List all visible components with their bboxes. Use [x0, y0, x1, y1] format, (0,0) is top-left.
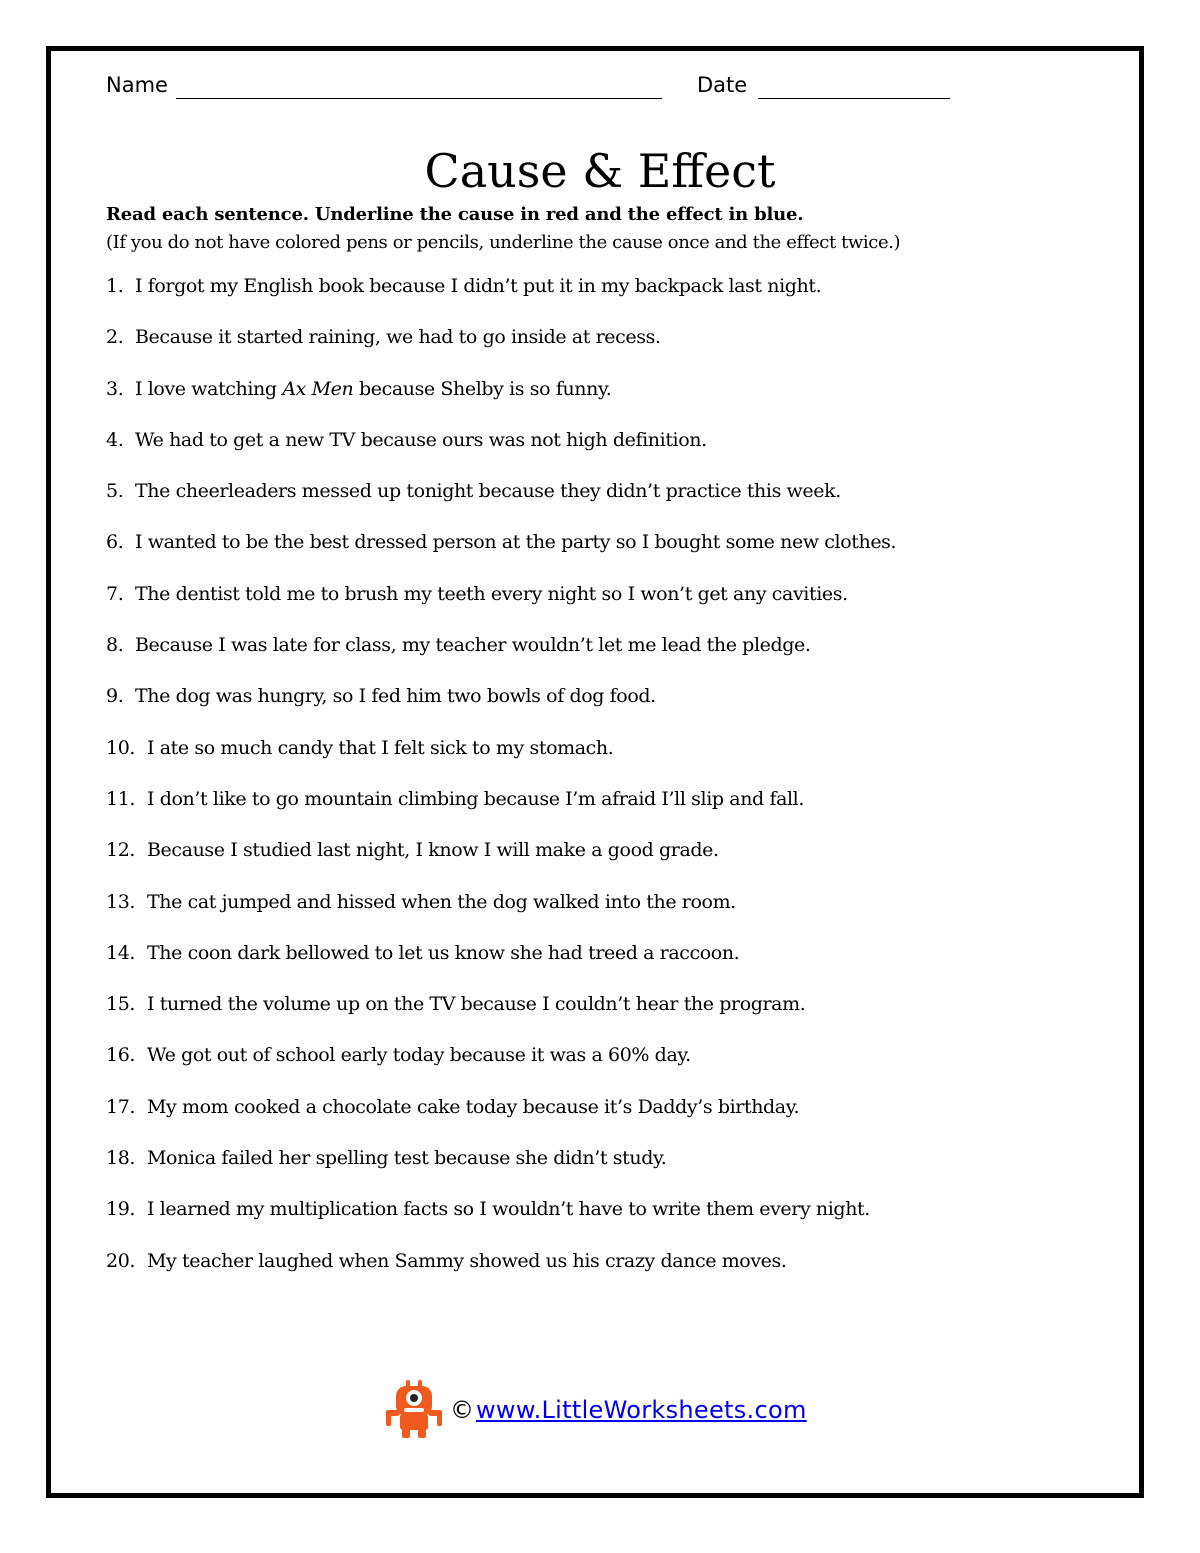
show-title: Ax Men	[282, 377, 354, 400]
sentence-number: 11.	[106, 787, 136, 810]
sentence-text: I turned the volume up on the TV because I couldn’t hear the program.	[147, 993, 806, 1016]
sentence-item	[106, 476, 1106, 527]
sentence-number: 2.	[106, 326, 124, 349]
page-title: Cause & Effect	[424, 144, 776, 198]
sentence-number: 14.	[106, 941, 136, 964]
sentence-text: We got out of school early today because it was a 60% day.	[147, 1044, 691, 1067]
sentence-number: 7.	[106, 582, 124, 605]
sentence-text: The dentist told me to brush my teeth every night so I won’t get any cavities.	[135, 582, 848, 605]
sentence-item	[106, 835, 1106, 886]
sentence-item	[106, 938, 1106, 989]
instructions	[106, 201, 1106, 257]
name-label: Name	[106, 73, 168, 97]
sentence-text: Because I studied last night, I know I will make a good grade.	[147, 839, 719, 862]
sentence-text: Because I was late for class, my teacher wouldn’t let me lead the pledge.	[135, 634, 811, 657]
sentence-text: The cheerleaders messed up tonight because they didn’t practice this week.	[135, 480, 841, 503]
sentence-number: 17.	[106, 1095, 136, 1118]
instructions-line-2: (If you do not have colored pens or pencils, underline the cause once and the effect twice.)	[106, 232, 901, 253]
sentence-item	[106, 681, 1106, 732]
sentence-number: 3.	[106, 377, 124, 400]
sentence-item	[106, 374, 1106, 425]
sentence-item	[106, 1143, 1106, 1194]
sentence-item	[106, 579, 1106, 630]
sentence-number: 18.	[106, 1147, 136, 1170]
sentence-item	[106, 271, 1106, 322]
sentence-item	[106, 1194, 1106, 1245]
sentence-item	[106, 527, 1106, 578]
sentence-text-post: because Shelby is so funny.	[353, 377, 612, 400]
sentence-text: The coon dark bellowed to let us know she had treed a raccoon.	[147, 941, 740, 964]
sentence-text: I ate so much candy that I felt sick to my stomach.	[147, 736, 614, 759]
date-label: Date	[697, 73, 748, 97]
sentence-text: My mom cooked a chocolate cake today because it’s Daddy’s birthday.	[147, 1095, 800, 1118]
sentence-item	[106, 1040, 1106, 1091]
copyright-symbol: ©	[450, 1396, 474, 1424]
monster-mascot-icon	[386, 1380, 442, 1440]
instructions-line-1: Read each sentence. Underline the cause in red and the effect in blue.	[106, 204, 804, 225]
sentence-number: 15.	[106, 993, 136, 1016]
sentence-item	[106, 1246, 1106, 1297]
name-field[interactable]	[176, 98, 662, 99]
sentence-item	[106, 784, 1106, 835]
sentence-number: 19.	[106, 1198, 136, 1221]
sentence-text: The cat jumped and hissed when the dog walked into the room.	[147, 890, 736, 913]
sentence-text: I don’t like to go mountain climbing because I’m afraid I’ll slip and fall.	[147, 787, 804, 810]
sentence-text-pre: I love watching	[135, 377, 283, 400]
sentence-item	[106, 322, 1106, 373]
sentence-number: 9.	[106, 685, 124, 708]
date-field[interactable]	[758, 98, 950, 99]
sentence-item	[106, 989, 1106, 1040]
sentence-number: 12.	[106, 839, 136, 862]
sentence-text: The dog was hungry, so I fed him two bowls of dog food.	[135, 685, 656, 708]
sentence-text: I wanted to be the best dressed person at the party so I bought some new clothes.	[135, 531, 897, 554]
sentence-item	[106, 425, 1106, 476]
sentence-text: Monica failed her spelling test because she didn’t study.	[147, 1147, 667, 1170]
sentence-text: I learned my multiplication facts so I wouldn’t have to write them every night.	[147, 1198, 870, 1221]
sentence-number: 10.	[106, 736, 136, 759]
sentence-item	[106, 733, 1106, 784]
sentence-text: Because it started raining, we had to go inside at recess.	[135, 326, 661, 349]
sentence-number: 4.	[106, 428, 124, 451]
sentence-number: 5.	[106, 480, 124, 503]
sentence-number: 8.	[106, 634, 124, 657]
sentence-text: We had to get a new TV because ours was not high definition.	[135, 428, 707, 451]
sentence-item	[106, 1092, 1106, 1143]
footer	[386, 1378, 807, 1442]
sentence-text: I forgot my English book because I didn’t put it in my backpack last night.	[135, 275, 822, 297]
sentence-text: My teacher laughed when Sammy showed us his crazy dance moves.	[147, 1249, 787, 1272]
sentence-list	[106, 271, 1106, 1297]
name-date-header	[106, 73, 966, 103]
sentence-number: 1.	[106, 275, 124, 297]
website-link[interactable]: www.LittleWorksheets.com	[476, 1396, 807, 1424]
sentence-number: 6.	[106, 531, 124, 554]
sentence-number: 13.	[106, 890, 136, 913]
sentence-number: 16.	[106, 1044, 136, 1067]
sentence-item	[106, 887, 1106, 938]
sentence-item	[106, 630, 1106, 681]
sentence-number: 20.	[106, 1249, 136, 1272]
